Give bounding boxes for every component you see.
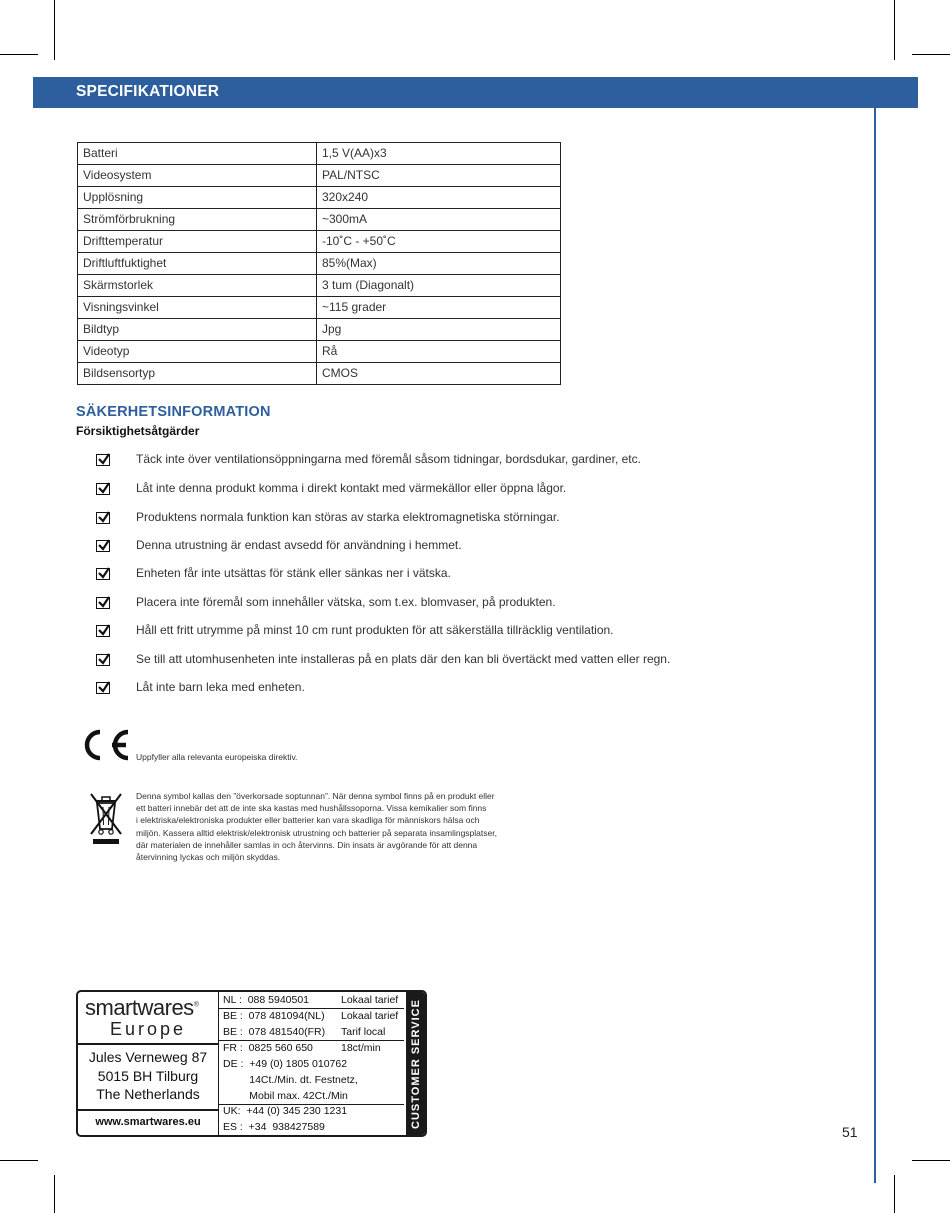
table-row	[78, 275, 561, 297]
spec-label: Strömförbrukning	[78, 209, 317, 231]
margin-rule	[874, 108, 876, 1183]
safety-title: SÄKERHETSINFORMATION	[76, 404, 271, 420]
spec-label: Driftluftfuktighet	[78, 253, 317, 275]
spec-value: Jpg	[317, 319, 561, 341]
checkbox-icon	[96, 682, 110, 694]
crop-mark	[894, 0, 895, 60]
phone-rate: Tarif local	[341, 1026, 386, 1038]
spec-value: CMOS	[317, 363, 561, 385]
spec-table	[77, 142, 561, 385]
phone-line	[223, 1105, 347, 1117]
divider	[219, 1040, 404, 1041]
spec-value: ~300mA	[317, 209, 561, 231]
side-label: CUSTOMER SERVICE	[409, 998, 422, 1129]
phone-rate: 18ct/min	[341, 1042, 381, 1054]
table-row	[78, 253, 561, 275]
list-item-text: Placera inte föremål som innehåller vätska, som t.ex. blomvaser, på produkten.	[136, 595, 556, 609]
table-row	[78, 319, 561, 341]
phone-line	[223, 994, 399, 1006]
list-item-text: Täck inte över ventilationsöppningarna med föremål såsom tidningar, bordsdukar, gardiner, etc.	[136, 452, 641, 466]
list-item-text: Låt inte denna produkt komma i direkt kontakt med värmekällor eller öppna lågor.	[136, 481, 567, 495]
address: Jules Verneweg 87 5015 BH Tilburg The Netherlands	[88, 1049, 208, 1102]
spec-value: PAL/NTSC	[317, 165, 561, 187]
table-row	[78, 165, 561, 187]
phone-number: BE : 078 481540(FR)	[223, 1026, 326, 1038]
page-title: SPECIFIKATIONER	[76, 83, 220, 100]
website-link[interactable]: www.smartwares.eu	[95, 1116, 201, 1128]
phone-rate: Lokaal tarief	[341, 994, 399, 1006]
phone-line	[223, 1042, 381, 1054]
checkbox-icon	[96, 483, 110, 495]
table-row	[78, 143, 561, 165]
divider	[219, 1008, 404, 1009]
spec-value: Rå	[317, 341, 561, 363]
phone-number: Mobil max. 42Ct./Min	[223, 1090, 348, 1102]
crop-mark	[54, 1175, 55, 1213]
checkbox-icon	[96, 625, 110, 637]
crop-mark	[0, 54, 38, 55]
phone-list	[219, 992, 404, 1135]
phone-number: UK: +44 (0) 345 230 1231	[223, 1105, 348, 1117]
brand-region: Europe	[109, 1019, 187, 1039]
list-item-text: Produktens normala funktion kan störas av starka elektromagnetiska störningar.	[136, 510, 560, 524]
phone-number: DE : +49 (0) 1805 010762	[223, 1058, 348, 1070]
table-row	[78, 209, 561, 231]
spec-label: Skärmstorlek	[78, 275, 317, 297]
list-item-text: Håll ett fritt utrymme på minst 10 cm runt produkten för att säkerställa tillräcklig ventilation.	[136, 623, 614, 637]
phone-number: ES : +34 938427589	[223, 1121, 325, 1133]
table-row	[78, 231, 561, 253]
page-number: 51	[842, 1124, 858, 1140]
weee-line: återvinning lyckas och miljön skyddas.	[136, 852, 281, 863]
divider	[78, 1043, 218, 1045]
checkbox-icon	[96, 654, 110, 666]
spec-label: Batteri	[78, 143, 317, 165]
phone-number: FR : 0825 560 650	[223, 1042, 313, 1054]
spec-value: -10˚C - +50˚C	[317, 231, 561, 253]
phone-number: BE : 078 481094(NL)	[223, 1010, 325, 1022]
spec-label: Videotyp	[78, 341, 317, 363]
crop-mark	[54, 0, 55, 60]
checkbox-icon	[96, 597, 110, 609]
table-row	[78, 341, 561, 363]
phone-number: NL : 088 5940501	[223, 994, 310, 1006]
checkbox-icon	[96, 454, 110, 466]
crossed-bin-icon	[88, 791, 124, 854]
table-row	[78, 187, 561, 209]
phone-line	[223, 1090, 348, 1102]
side-label-panel	[406, 992, 425, 1135]
table-row	[78, 363, 561, 385]
divider	[78, 1109, 218, 1111]
spec-label: Bildsensortyp	[78, 363, 317, 385]
list-item-text: Enheten får inte utsättas för stänk eller sänkas ner i vätska.	[136, 566, 451, 580]
spec-label: Visningsvinkel	[78, 297, 317, 319]
list-item-text: Se till att utomhusenheten inte installeras på en plats där den kan bli övertäckt med vatten eller regn.	[136, 652, 671, 666]
spec-label: Upplösning	[78, 187, 317, 209]
checkbox-icon	[96, 512, 110, 524]
list-item-text: Låt inte barn leka med enheten.	[136, 680, 305, 694]
weee-line: miljön. Kassera alltid elektrisk/elektronisk utrustning och batterier på separata insamlingsplatser,	[136, 827, 497, 838]
weee-line: ett batteri innebär det att de inte ska kastas med hushållssoporna. Vissa kemikalier som finns	[136, 803, 487, 814]
phone-line	[223, 1074, 358, 1086]
spec-label: Videosystem	[78, 165, 317, 187]
spec-value: 85%(Max)	[317, 253, 561, 275]
weee-line: Denna symbol kallas den ”överkorsade soptunnan”. När denna symbol finns på en produkt eller	[136, 791, 495, 801]
ce-text: Uppfyller alla relevanta europeiska direktiv.	[136, 752, 298, 762]
spec-value: 1,5 V(AA)x3	[317, 143, 561, 165]
crop-mark	[912, 1160, 950, 1161]
table-row	[78, 297, 561, 319]
ce-mark-icon	[76, 728, 132, 767]
customer-service-card	[76, 990, 427, 1137]
section-header-bar	[33, 77, 918, 108]
crop-mark	[894, 1175, 895, 1213]
weee-text	[136, 790, 497, 863]
brand-panel	[78, 992, 219, 1135]
crop-mark	[0, 1160, 38, 1161]
list-item-text: Denna utrustning är endast avsedd för användning i hemmet.	[136, 538, 462, 552]
safety-subtitle: Försiktighetsåtgärder	[76, 424, 200, 438]
phone-line	[223, 1058, 347, 1070]
spec-value: ~115 grader	[317, 297, 561, 319]
weee-line: i elektriska/elektroniska produkter eller batterier kan vara skadliga för människors hälsa och	[136, 815, 480, 826]
phone-line	[223, 1026, 386, 1038]
spec-label: Drifttemperatur	[78, 231, 317, 253]
brand-logo: smartwares®	[85, 995, 199, 1020]
checkbox-icon	[96, 568, 110, 580]
spec-value: 3 tum (Diagonalt)	[317, 275, 561, 297]
weee-line: där materialen de innehåller samlas in och återvinns. Din insats är avgörande för att denna	[136, 839, 478, 850]
spec-value: 320x240	[317, 187, 561, 209]
phone-line	[223, 1121, 325, 1133]
spec-label: Bildtyp	[78, 319, 317, 341]
phone-number: 14Ct./Min. dt. Festnetz,	[223, 1074, 358, 1086]
phone-line	[223, 1010, 399, 1022]
crop-mark	[912, 54, 950, 55]
phone-rate: Lokaal tarief	[341, 1010, 399, 1022]
checkbox-icon	[96, 540, 110, 552]
